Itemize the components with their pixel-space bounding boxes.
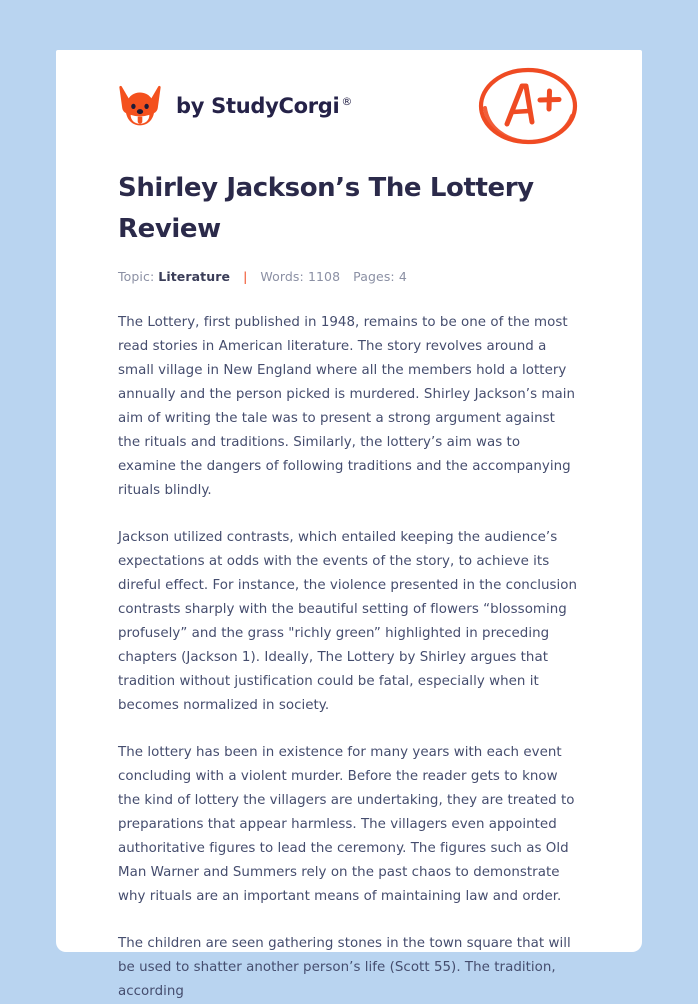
words-value: 1108 bbox=[307, 269, 341, 285]
a-plus-grade-badge bbox=[476, 62, 580, 150]
words-label: Words: bbox=[260, 269, 304, 285]
pages-meta bbox=[353, 269, 407, 284]
pages-label: Pages: bbox=[353, 269, 395, 285]
document-body bbox=[56, 168, 642, 1004]
registered-trademark-icon: ® bbox=[341, 95, 353, 108]
words-meta bbox=[260, 269, 340, 284]
article-paragraph: Jackson utilized contrasts, which entailed keeping the audience’s expectations at odds with the events of the story, to achieve its direful effect. For instance, the violence presented in the conclusion contrasts sharply with the beautiful setting of flowers “blossoming profusely” and the grass "richly green” highlighted in preceding chapters (Jackson 1). Ideally, The Lottery by Shirley argues that tradition without justification could be fatal, especially when it becomes normalized in society. bbox=[118, 530, 578, 714]
document-header bbox=[56, 50, 642, 162]
article-paragraph: The lottery has been in existence for many years with each event concluding with a violent murder. Before the reader gets to know the kind of lottery the villagers are undertaking, they are treated to preparations that appear harmless. The villagers even appointed authoritative figures to lead the ceremony. The figures such as Old Man Warner and Summers rely on the past chaos to demonstrate why rituals are an important means of maintaining law and order. bbox=[118, 745, 575, 905]
article-paragraph: The Lottery, first published in 1948, remains to be one of the most read stories in American literature. The story revolves around a small village in New England where all the members hold a lottery annually and the person picked is murdered. Shirley Jackson’s main aim of writing the tale was to present a strong argument against the rituals and traditions. Similarly, the lottery’s aim was to examine the dangers of following traditions and the accompanying rituals blindly. bbox=[118, 315, 576, 499]
article-paragraph: The children are seen gathering stones in the town square that will be used to shatter another person’s life (Scott 55). The tradition, according bbox=[118, 936, 571, 1000]
topic-label: Topic: bbox=[118, 269, 155, 285]
page-title: Shirley Jackson’s The Lottery Review bbox=[118, 173, 534, 245]
brand-name-text: by StudyCorgi bbox=[176, 94, 340, 118]
article-content bbox=[118, 311, 580, 1004]
brand-wordmark bbox=[176, 94, 352, 118]
topic-value: Literature bbox=[158, 269, 231, 285]
corgi-face-icon bbox=[118, 83, 162, 129]
pages-value: 4 bbox=[398, 269, 407, 285]
studycorgi-brand[interactable] bbox=[118, 83, 352, 129]
document-sheet bbox=[56, 50, 642, 1000]
document-metadata bbox=[118, 269, 580, 284]
meta-separator: | bbox=[243, 269, 248, 285]
